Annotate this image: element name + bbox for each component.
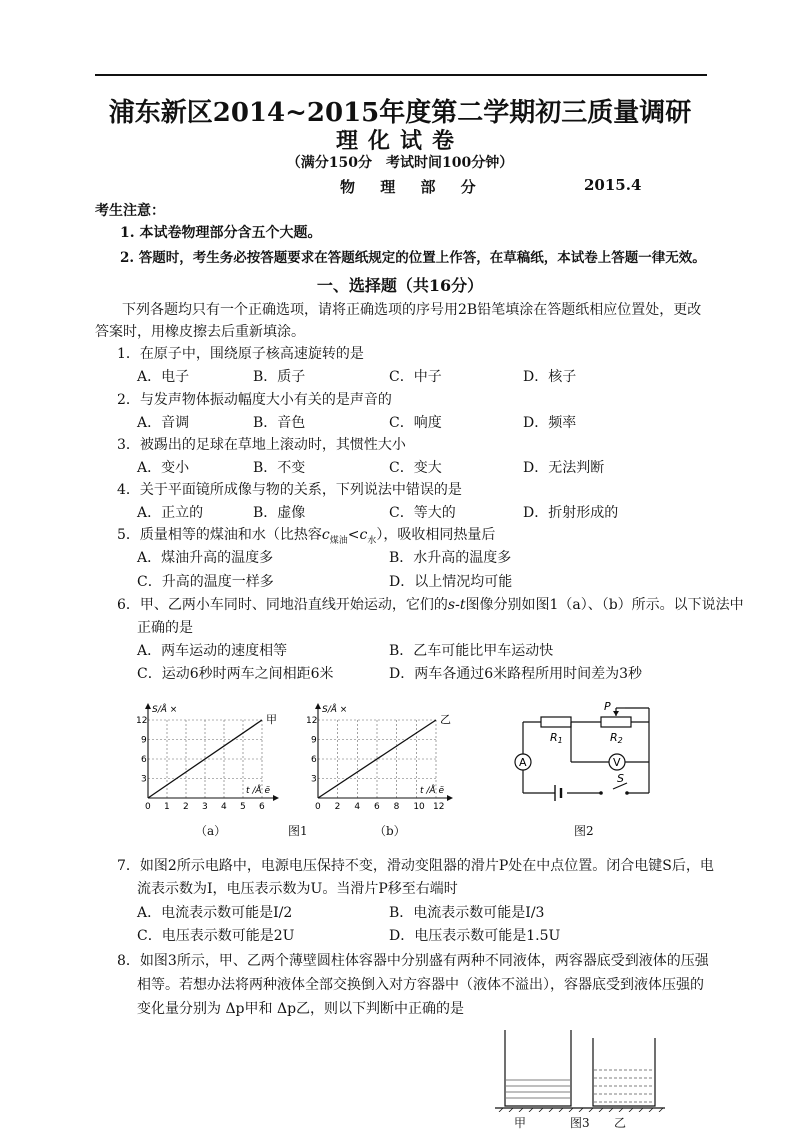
question-2-option-c: C．响度 bbox=[389, 415, 442, 431]
question-6-option-d: D．两车各通过6米路程所用时间差为3秒 bbox=[389, 666, 643, 682]
graph-b-x-axis-label: t /Å ë bbox=[420, 786, 444, 796]
full-mark-note: （满分150分 考试时间100分钟） bbox=[286, 155, 514, 171]
question-5-option-b: B．水升高的温度多 bbox=[389, 550, 512, 566]
slider-arrow-icon bbox=[613, 711, 619, 716]
notice-item-2: 2. 答题时，考生务必按答题要求在答题纸规定的位置上作答，在草稿纸，本试卷上答题一律无效。 bbox=[120, 250, 706, 266]
switch-s-label: S bbox=[617, 772, 624, 785]
question-4-option-c: C．等大的 bbox=[389, 505, 456, 521]
graph-a-x-tick-label: 6 bbox=[259, 802, 265, 812]
question-2-option-d: D．频率 bbox=[523, 415, 577, 431]
graph-b-y-tick-label: 3 bbox=[311, 774, 317, 785]
st-graph-b bbox=[300, 700, 475, 812]
question-6-stem-cont: 正确的是 bbox=[137, 620, 193, 636]
containers-diagram bbox=[495, 1028, 665, 1112]
question-5-stem bbox=[117, 524, 495, 546]
graph-b-series-label: 乙 bbox=[440, 713, 451, 726]
figure-1b-label: （b） bbox=[374, 824, 406, 838]
graph-b-y-tick-label: 9 bbox=[311, 735, 317, 746]
rheostat-r2 bbox=[601, 717, 631, 727]
graph-a-x-axis-label: t /Å ë bbox=[246, 786, 270, 796]
r2-label: R2 bbox=[610, 731, 623, 745]
figure-2-caption: 图2 bbox=[574, 824, 594, 838]
question-7-option-d: D．电压表示数可能是1.5U bbox=[389, 928, 561, 944]
question-6-option-a: A．两车运动的速度相等 bbox=[137, 643, 288, 659]
question-5-option-d: D．以上情况均可能 bbox=[389, 574, 513, 590]
section-1-instruction: 下列各题均只有一个正确选项，请将正确选项的序号用2B铅笔填涂在答题纸相应位置处，更改 bbox=[122, 302, 702, 318]
figure-3-caption: 图3 bbox=[570, 1116, 590, 1130]
figure-3-label-yi: 乙 bbox=[614, 1116, 627, 1130]
question-3-option-d: D．无法判断 bbox=[523, 460, 605, 476]
question-1-option-d: D．核子 bbox=[523, 369, 577, 385]
graph-a-y-tick-label: 9 bbox=[141, 735, 147, 746]
section-1-instruction-cont: 答案时，用橡皮擦去后重新填涂。 bbox=[95, 324, 305, 340]
slider-p-label: P bbox=[604, 700, 611, 713]
question-6-option-c: C．运动6秒时两车之间相距6米 bbox=[137, 666, 334, 682]
st-graph-a bbox=[130, 700, 290, 812]
question-1-option-a: A．电子 bbox=[137, 369, 190, 385]
part-label: 物 理 部 分 bbox=[340, 178, 486, 196]
figure-3-label-jia: 甲 bbox=[514, 1116, 527, 1130]
graph-b-x-tick-label: 2 bbox=[334, 802, 341, 812]
r1-label: R1 bbox=[550, 731, 563, 745]
graph-a-x-tick-label: 0 bbox=[145, 802, 151, 812]
question-1-option-c: C．中子 bbox=[389, 369, 442, 385]
liquid-yi bbox=[594, 1070, 654, 1102]
graph-b-x-tick-label: 12 bbox=[433, 802, 445, 812]
question-7-stem: 7．如图2所示电路中，电源电压保持不变，滑动变阻器的滑片P处在中点位置。闭合电键S后，电 bbox=[117, 858, 714, 874]
question-8-stem-cont: 相等。若想办法将两种液体全部交换倒入对方容器中（液体不溢出），容器底受到液体压强的 bbox=[137, 977, 704, 993]
question-7-option-a: A．电流表示数可能是I/2 bbox=[137, 905, 293, 921]
question-3-option-c: C．变大 bbox=[389, 460, 442, 476]
question-4-stem: 4．关于平面镜所成像与物的关系，下列说法中错误的是 bbox=[117, 482, 462, 498]
container-yi bbox=[593, 1038, 655, 1106]
question-6-stem-pre: 6．甲、乙两小车同时、同地沿直线开始运动，它们的 bbox=[117, 597, 448, 613]
question-8-stem: 8．如图3所示，甲、乙两个薄壁圆柱体容器中分别盛有两种不同液体，两容器底受到液体的压强 bbox=[117, 953, 709, 969]
graph-b-x-tick-label: 6 bbox=[374, 802, 380, 812]
question-6-stem bbox=[117, 594, 744, 614]
figure-1-caption: 图1 bbox=[288, 824, 308, 838]
figure-1a-label: （a） bbox=[195, 824, 227, 838]
graph-a-x-tick-label: 2 bbox=[183, 802, 189, 812]
specific-heat-symbol: c bbox=[321, 527, 330, 543]
liquid-jia bbox=[506, 1080, 570, 1098]
graph-a-x-tick-label: 3 bbox=[202, 802, 208, 812]
st-graph-symbol: s-t bbox=[447, 597, 466, 613]
graph-b-x-tick-label: 0 bbox=[315, 802, 321, 812]
question-4-option-d: D．折射形成的 bbox=[523, 505, 619, 521]
graph-b-y-tick-label: 6 bbox=[311, 755, 317, 765]
graph-a-x-tick-label: 5 bbox=[240, 802, 246, 812]
graph-b-y-axis-label: S/Å × bbox=[322, 705, 348, 715]
question-4-option-b: B．虚像 bbox=[253, 505, 306, 521]
graph-b-x-tick-label: 10 bbox=[413, 802, 425, 812]
question-1-stem: 1．在原子中，围绕原子核高速旋转的是 bbox=[117, 346, 364, 362]
graph-a-x-tick-label: 4 bbox=[221, 802, 227, 812]
question-2-option-a: A．音调 bbox=[137, 415, 190, 431]
question-5-option-c: C．升高的温度一样多 bbox=[137, 574, 274, 590]
question-7-stem-cont: 流表示数为I，电压表示数为U。当滑片P移至右端时 bbox=[137, 881, 458, 897]
circuit-diagram bbox=[505, 698, 660, 806]
question-7-option-c: C．电压表示数可能是2U bbox=[137, 928, 295, 944]
graph-a-x-arrow-icon bbox=[273, 795, 279, 801]
graph-a-series-label: 甲 bbox=[266, 713, 277, 726]
graph-b-y-tick-label: 12 bbox=[306, 716, 318, 726]
specific-heat-symbol-water: c bbox=[359, 527, 368, 543]
question-2-stem: 2．与发声物体振动幅度大小有关的是声音的 bbox=[117, 392, 392, 408]
question-7-option-b: B．电流表示数可能是I/3 bbox=[389, 905, 545, 921]
voltmeter-label: V bbox=[613, 756, 621, 769]
ammeter-label: A bbox=[519, 756, 527, 769]
question-3-option-b: B．不变 bbox=[253, 460, 306, 476]
question-1-option-b: B．质子 bbox=[253, 369, 306, 385]
less-than-sign: < bbox=[347, 527, 360, 543]
question-5-option-a: A．煤油升高的温度多 bbox=[137, 550, 274, 566]
graph-a-y-tick-label: 3 bbox=[141, 774, 147, 785]
resistor-r1 bbox=[541, 717, 571, 727]
notice-item-1: 1. 本试卷物理部分含五个大题。 bbox=[120, 225, 322, 241]
graph-b-y-arrow-icon bbox=[315, 703, 321, 709]
graph-a-y-axis-label: S/Å × bbox=[152, 705, 178, 715]
graph-b-x-tick-label: 4 bbox=[354, 802, 361, 812]
kerosene-subscript: 煤油 bbox=[329, 535, 348, 546]
question-2-option-b: B．音色 bbox=[253, 415, 306, 431]
question-5-stem-post: ），吸收相同热量后 bbox=[376, 527, 496, 543]
section-1-heading: 一、选择题（共16分） bbox=[316, 276, 484, 295]
question-3-stem: 3．被踢出的足球在草地上滚动时，其惯性大小 bbox=[117, 437, 406, 453]
top-rule bbox=[95, 74, 707, 76]
question-3-option-a: A．变小 bbox=[137, 460, 190, 476]
graph-b-x-tick-label: 8 bbox=[393, 802, 400, 812]
container-jia bbox=[505, 1030, 571, 1106]
exam-date: 2015.4 bbox=[584, 176, 642, 194]
question-6-option-b: B．乙车可能比甲车运动快 bbox=[389, 643, 554, 659]
graph-a-y-tick-label: 12 bbox=[136, 716, 148, 726]
graph-a-x-tick-label: 1 bbox=[164, 802, 170, 812]
exam-title: 浦东新区2014~2015年度第二学期初三质量调研 bbox=[108, 98, 692, 128]
question-4-option-a: A．正立的 bbox=[137, 505, 204, 521]
water-subscript: 水 bbox=[367, 535, 377, 546]
notice-heading: 考生注意： bbox=[95, 203, 165, 219]
graph-b-x-arrow-icon bbox=[447, 795, 453, 801]
question-5-stem-pre: 5．质量相等的煤油和水（比热容 bbox=[117, 527, 322, 543]
graph-a-y-arrow-icon bbox=[145, 703, 151, 709]
question-6-stem-post: 图像分别如图1（a）、（b）所示。以下说法中 bbox=[465, 597, 744, 613]
exam-subtitle: 理化试卷 bbox=[335, 128, 464, 154]
question-8-stem-cont-2: 变化量分别为 Δp甲和 Δp乙，则以下判断中正确的是 bbox=[137, 1001, 465, 1017]
graph-a-y-tick-label: 6 bbox=[141, 755, 147, 765]
